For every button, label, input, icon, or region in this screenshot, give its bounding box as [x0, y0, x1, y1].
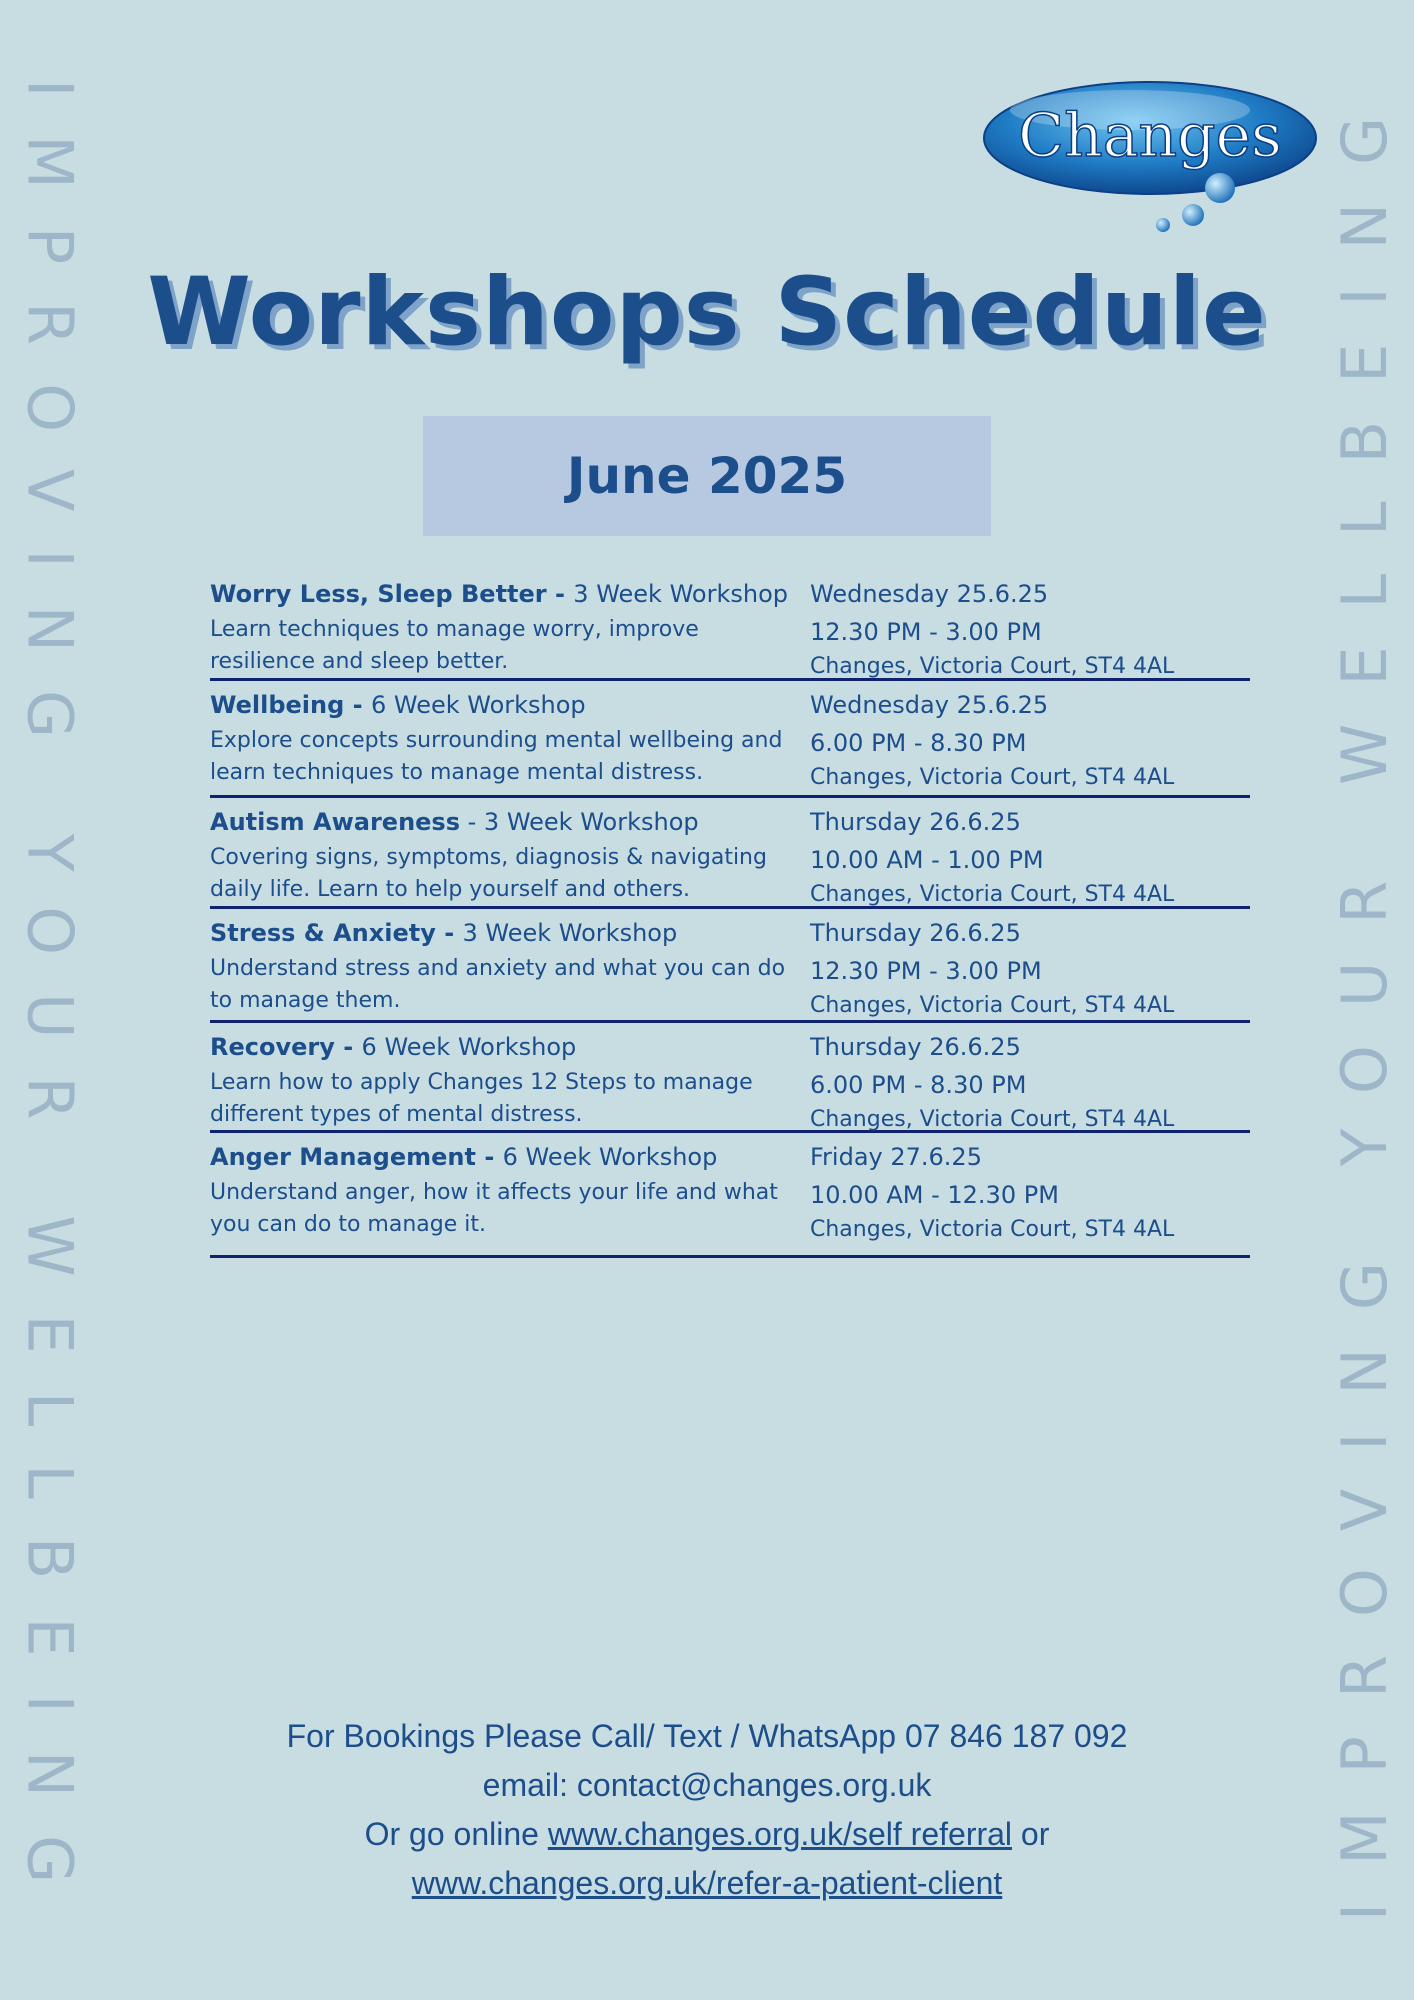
workshop-date: Wednesday 25.6.25 [810, 580, 1049, 608]
workshop-time: 10.00 AM - 12.30 PM [810, 1181, 1059, 1209]
page-title: Workshops Schedule [147, 258, 1267, 367]
workshop-summary: Learn techniques to manage worry, improve resilience and sleep better. [210, 617, 699, 674]
workshop-date: Friday 27.6.25 [810, 1143, 982, 1171]
workshop-when-cell [810, 1023, 1250, 1130]
workshop-when-cell [810, 570, 1250, 678]
workshop-summary: Learn how to apply Changes 12 Steps to manage different types of mental distress. [210, 1070, 753, 1127]
side-slogan-left: IMPROVING YOUR WELLBEING [13, 78, 87, 1922]
workshop-date: Thursday 26.6.25 [810, 919, 1021, 947]
online-suffix: or [1012, 1816, 1050, 1852]
workshop-description-cell [210, 798, 810, 906]
workshop-time: 10.00 AM - 1.00 PM [810, 846, 1044, 874]
refer-patient-link[interactable]: www.changes.org.uk/refer-a-patient-client [411, 1865, 1003, 1901]
workshop-summary: Covering signs, symptoms, diagnosis & navigating daily life. Learn to help yourself and others. [210, 845, 767, 902]
workshop-summary: Understand anger, how it affects your life and what you can do to manage it. [210, 1180, 778, 1237]
workshop-time: 12.30 PM - 3.00 PM [810, 618, 1042, 646]
workshop-row [210, 681, 1250, 798]
booking-email-line: email: contact@changes.org.uk [482, 1767, 932, 1803]
booking-phone-line: For Bookings Please Call/ Text / WhatsApp 07 846 187 092 [286, 1718, 1128, 1754]
workshop-when-cell [810, 1133, 1250, 1255]
side-slogan-right: IMPROVING YOUR WELLBEING [1327, 78, 1401, 1922]
workshop-location: Changes, Victoria Court, ST4 4AL [810, 993, 1175, 1018]
workshop-name: Autism Awareness - 3 Week Workshop [210, 808, 699, 836]
workshop-name: Stress & Anxiety - 3 Week Workshop [210, 919, 678, 947]
workshop-location: Changes, Victoria Court, ST4 4AL [810, 654, 1175, 679]
svg-text:Changes: Changes [1018, 101, 1282, 171]
workshop-name: Wellbeing - 6 Week Workshop [210, 691, 586, 719]
workshop-date: Wednesday 25.6.25 [810, 691, 1049, 719]
workshop-when-cell [810, 798, 1250, 906]
booking-online-line [0, 1810, 1414, 1859]
workshop-time: 6.00 PM - 8.30 PM [810, 729, 1027, 757]
workshop-name: Worry Less, Sleep Better - 3 Week Workshop [210, 580, 788, 608]
workshop-description-cell [210, 909, 810, 1020]
workshop-time: 12.30 PM - 3.00 PM [810, 957, 1042, 985]
workshop-row [210, 1023, 1250, 1133]
workshop-description-cell [210, 1023, 810, 1130]
online-prefix: Or go online [364, 1816, 548, 1852]
booking-refer-line [0, 1859, 1414, 1908]
workshop-row [210, 1133, 1250, 1258]
workshop-location: Changes, Victoria Court, ST4 4AL [810, 1217, 1175, 1242]
workshop-description-cell [210, 681, 810, 795]
workshop-row [210, 798, 1250, 909]
booking-info [0, 1712, 1414, 1908]
workshop-schedule-table [210, 570, 1250, 1258]
workshop-name: Anger Management - 6 Week Workshop [210, 1143, 718, 1171]
workshop-location: Changes, Victoria Court, ST4 4AL [810, 1107, 1175, 1132]
workshop-row [210, 570, 1250, 681]
month-banner: June 2025 [423, 416, 991, 536]
workshop-when-cell [810, 681, 1250, 795]
workshop-summary: Understand stress and anxiety and what you can do to manage them. [210, 956, 786, 1013]
workshop-date: Thursday 26.6.25 [810, 1033, 1021, 1061]
workshop-location: Changes, Victoria Court, ST4 4AL [810, 882, 1175, 907]
workshop-time: 6.00 PM - 8.30 PM [810, 1071, 1027, 1099]
changes-logo [980, 80, 1320, 240]
workshop-description-cell [210, 570, 810, 678]
workshop-date: Thursday 26.6.25 [810, 808, 1021, 836]
workshop-summary: Explore concepts surrounding mental wellbeing and learn techniques to manage mental distress. [210, 728, 783, 785]
workshop-name: Recovery - 6 Week Workshop [210, 1033, 577, 1061]
workshop-description-cell [210, 1133, 810, 1255]
workshop-row [210, 909, 1250, 1023]
workshop-when-cell [810, 909, 1250, 1020]
workshop-location: Changes, Victoria Court, ST4 4AL [810, 765, 1175, 790]
self-referral-link[interactable]: www.changes.org.uk/self referral [547, 1816, 1013, 1852]
